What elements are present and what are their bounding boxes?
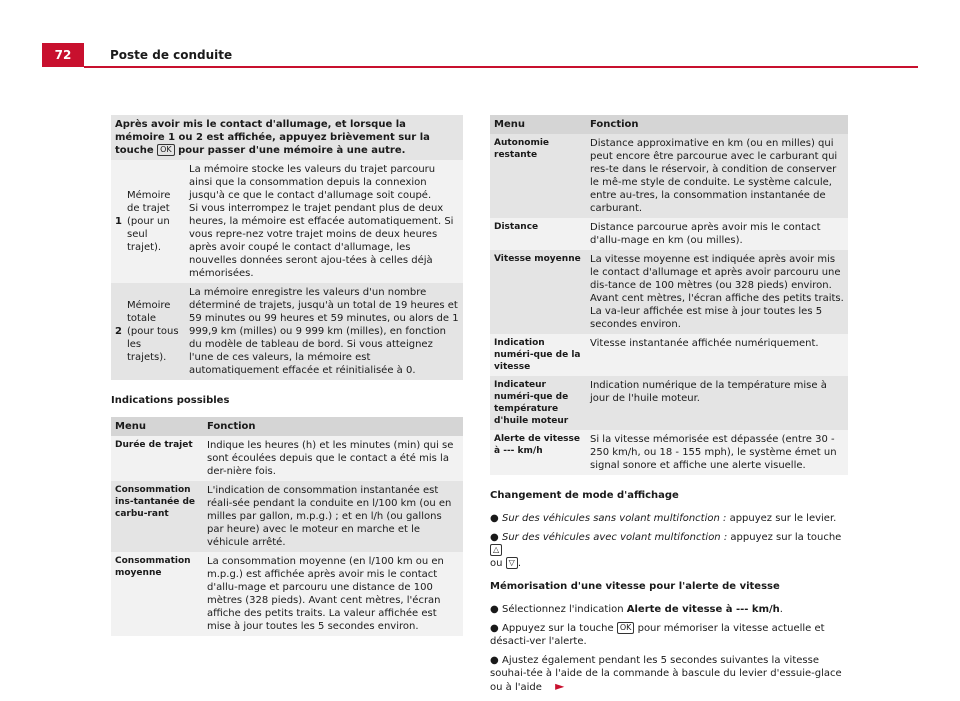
page-number: 72 bbox=[42, 43, 84, 67]
memory-number: 1 bbox=[111, 160, 123, 283]
menu-cell: Consommation ins-tantanée de carbu-rant bbox=[111, 481, 203, 552]
memory-intro bbox=[111, 115, 463, 160]
function-cell: Indique les heures (h) et les minutes (min) qui se sont écoulées depuis que le contact a été mis la der-nière fois. bbox=[203, 436, 463, 481]
col-menu-header: Menu bbox=[111, 417, 203, 436]
bullet-text: appuyez sur la touche bbox=[730, 532, 842, 543]
step-text: Appuyez sur la touche bbox=[502, 623, 614, 634]
up-key-icon: △ bbox=[490, 544, 502, 556]
speed-alert-heading: Mémorisation d'une vitesse pour l'alerte de vitesse bbox=[490, 581, 780, 592]
col-menu-header: Menu bbox=[490, 115, 586, 134]
step-text: Sélectionnez l'indication bbox=[502, 604, 624, 615]
bullet-dot: ● bbox=[490, 604, 499, 615]
memory-intro-text: Après avoir mis le contact d'allumage, et lorsque la mémoire 1 ou 2 est affichée, appuyez brièvement sur la touche bbox=[115, 119, 430, 156]
table-row bbox=[490, 376, 848, 430]
bullet-text: appuyez sur le levier. bbox=[729, 513, 837, 524]
memory-label: Mémoire de trajet (pour un seul trajet). bbox=[123, 160, 185, 283]
memory-description: La mémoire enregistre les valeurs d'un nombre déterminé de trajets, jusqu'à un total de 19 heures et 59 minutes ou 99 heures et 59 minutes, ou alors de 1 999,9 km (milles) ou 9 999 km (milles), en fonction du modèle de tableau de bord. Si vous atteignez l'une de ces valeurs, la mémoire est automatiquement effacée et réinitialisée à 0. bbox=[185, 283, 463, 380]
function-cell: Si la vitesse mémorisée est dépassée (entre 30 - 250 km/h, ou 18 - 155 mph), le système émet un signal sonore et affiche une alerte visuelle. bbox=[586, 430, 848, 475]
memory-row bbox=[111, 283, 463, 380]
down-key-icon: ▽ bbox=[506, 557, 518, 569]
list-item bbox=[490, 654, 848, 694]
table-row bbox=[111, 552, 463, 636]
right-column bbox=[490, 115, 848, 700]
step-bold: Alerte de vitesse à --- km/h bbox=[626, 604, 780, 615]
step-text-end: pour mémoriser la vitesse actuelle et désacti-ver l'alerte. bbox=[490, 623, 825, 647]
menu-cell: Distance bbox=[490, 218, 586, 250]
function-cell: Vitesse instantanée affichée numériquement. bbox=[586, 334, 848, 376]
menu-cell: Vitesse moyenne bbox=[490, 250, 586, 334]
memory-text: Si vous interrompez le trajet pendant plus de deux heures, la mémoire est effacée automatiquement. Si vous repre-nez votre trajet moins de deux heures après avoir coupé le contact d'allumage, les nouvelles données seront ajou-tées à celles déjà mémorisées. bbox=[189, 203, 454, 279]
table-row bbox=[490, 430, 848, 475]
list-item: ● Sélectionnez l'indication Alerte de vitesse à --- km/h. bbox=[490, 604, 783, 615]
table-row bbox=[111, 436, 463, 481]
indications-table bbox=[111, 417, 463, 636]
function-cell: Distance parcourue après avoir mis le contact d'allu-mage en km (ou milles). bbox=[586, 218, 848, 250]
memory-text: La mémoire stocke les valeurs du trajet parcouru ainsi que la consommation depuis la connexion jusqu'à ce que le contact d'allumage soit coupé. bbox=[189, 164, 436, 201]
bullet-dot: ● bbox=[490, 623, 499, 634]
memory-row bbox=[111, 160, 463, 283]
table-row bbox=[490, 250, 848, 334]
menu-cell: Indication numéri-que de la vitesse bbox=[490, 334, 586, 376]
memory-intro-text-end: pour passer d'une mémoire à une autre. bbox=[178, 145, 406, 156]
bullet-dot: ● bbox=[490, 655, 499, 666]
bullet-italic: Sur des véhicules sans volant multifonction : bbox=[502, 513, 727, 524]
memory-table bbox=[111, 115, 463, 380]
memory-number: 2 bbox=[111, 283, 123, 380]
function-cell: La consommation moyenne (en l/100 km ou en m.p.g.) est affichée après avoir mis le contact d'allu-mage et parcouru une distance de 100 mètres (328 pieds). Avant cent mètres, l'écran affiche des petits traits. La valeur affichée est mise à jour toutes les 5 secondes environ. bbox=[203, 552, 463, 636]
bullet-dot: ● bbox=[490, 513, 499, 524]
list-item bbox=[490, 512, 848, 525]
section-title: Poste de conduite bbox=[110, 48, 233, 62]
left-column bbox=[111, 115, 463, 636]
bullet-or: ou bbox=[490, 558, 503, 569]
table-row bbox=[490, 334, 848, 376]
function-cell: Distance approximative en km (ou en milles) qui peut encore être parcourue avec le carburant qui res-te dans le réservoir, à condition de conserver le mê-me style de conduite. Le système calcule, entre au-tres, la consommation instantanée de carburant. bbox=[586, 134, 848, 218]
menu-cell: Alerte de vitesse à --- km/h bbox=[490, 430, 586, 475]
memory-description bbox=[185, 160, 463, 283]
function-cell: La vitesse moyenne est indiquée après avoir mis le contact d'allumage et après avoir parcouru une dis-tance de 100 mètres (ou 328 pieds) environ. Avant cent mètres, l'écran affiche des petits traits. La va-leur affichée est mise à jour toutes les 5 secondes environ. bbox=[586, 250, 848, 334]
menu-cell: Indicateur numéri-que de température d'huile moteur bbox=[490, 376, 586, 430]
function-cell: Indication numérique de la température mise à jour de l'huile moteur. bbox=[586, 376, 848, 430]
indications-table-continued bbox=[490, 115, 848, 475]
col-function-header: Fonction bbox=[203, 417, 463, 436]
menu-cell: Consommation moyenne bbox=[111, 552, 203, 636]
col-function-header: Fonction bbox=[586, 115, 848, 134]
menu-cell: Durée de trajet bbox=[111, 436, 203, 481]
table-row bbox=[490, 218, 848, 250]
ok-key-icon: OK bbox=[617, 622, 635, 634]
display-mode-heading: Changement de mode d'affichage bbox=[490, 490, 679, 501]
menu-cell: Autonomie restante bbox=[490, 134, 586, 218]
table-row bbox=[490, 134, 848, 218]
step-text: Ajustez également pendant les 5 secondes suivantes la vitesse souhai-tée à l'aide de la commande à bascule du levier d'essuie-glace ou à l'aide bbox=[490, 655, 842, 693]
function-cell: L'indication de consommation instantanée est réali-sée pendant la conduite en l/100 km (ou en milles par gallon, m.p.g.) ; et en l/h (ou gallons par heure) avec le moteur en marche et le véhicule arrêté. bbox=[203, 481, 463, 552]
continue-arrow-icon: ► bbox=[555, 679, 565, 693]
list-item: ● Sur des véhicules avec volant multifonction : appuyez sur la touche △ ou ▽ . bbox=[490, 532, 842, 569]
memory-label: Mémoire totale (pour tous les trajets). bbox=[123, 283, 185, 380]
indications-heading: Indications possibles bbox=[111, 395, 230, 406]
bullet-italic: Sur des véhicules avec volant multifonction : bbox=[502, 532, 728, 543]
table-row bbox=[111, 481, 463, 552]
header-rule bbox=[84, 66, 918, 68]
bullet-dot: ● bbox=[490, 532, 499, 543]
ok-key-icon: OK bbox=[157, 144, 175, 156]
list-item bbox=[490, 622, 848, 648]
